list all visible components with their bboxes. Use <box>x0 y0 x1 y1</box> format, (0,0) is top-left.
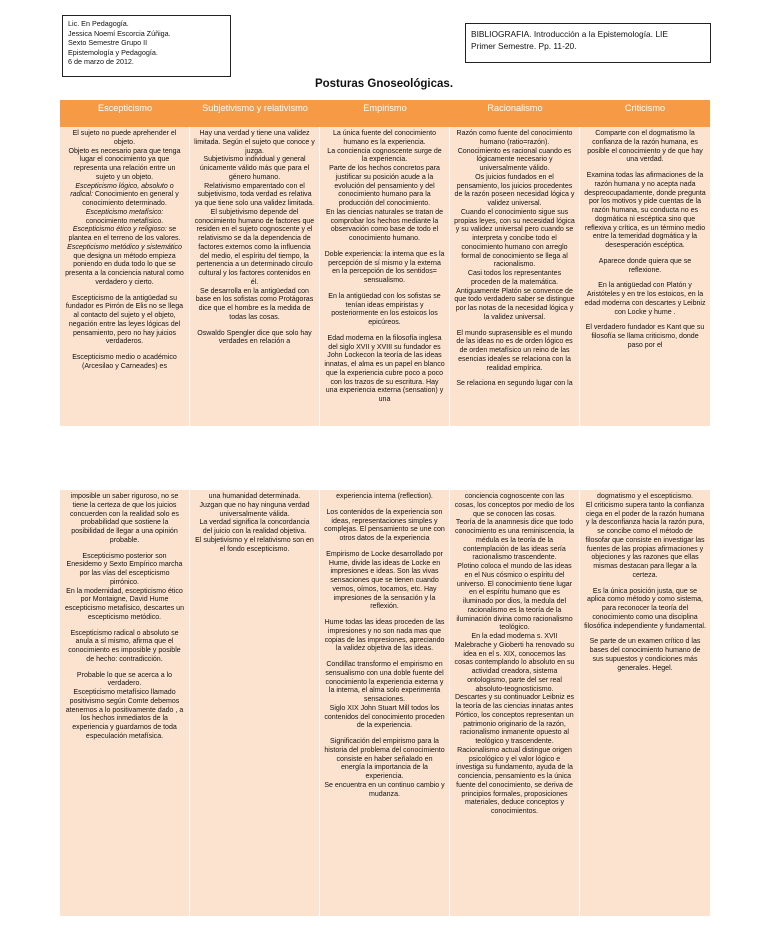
paragraph: Se parte de un examen crítico d las bases del conocimiento humano de sus supuestos y condiciones más generales. Hegel. <box>589 638 701 672</box>
paragraph: En la antigüedad con los sofistas se tenían ideas empiristas y posteriormente en los estoicos los epicúreos. <box>328 292 441 326</box>
paragraph: Se encuentra en un continuo cambio y mudanza. <box>324 781 445 798</box>
paragraph: El criticismo supera tanto la confianza ciega en el poder de la razón humana y la desconfianza hacia la razón pura, se concibe como el método de filosofar que consiste en investigar las fuentes de las propias afirmaciones y objeciones y las razones que ellas mismas destacan para llegar a la certeza. <box>585 501 705 579</box>
subjetivismo-cell-cont <box>190 490 320 916</box>
paragraph: La conciencia cognoscente surge de la experiencia. <box>327 147 442 164</box>
paragraph: Escepticismo medio o académico (Arcesilao y Carneades) es <box>72 354 177 370</box>
paragraph: Probable lo que se acerca a lo verdadero. <box>76 671 173 688</box>
criticismo-cell <box>580 127 710 426</box>
paragraph: Doble experiencia: la interna que es la percepción de sí mismo y la externa en la percepción de los sentidos= sensualismo. <box>324 250 445 284</box>
paragraph: Subjetivismo individual y general únicamente válido más que para el género humano. <box>199 156 310 181</box>
paragraph: Conocimiento es racional cuando es lógicamente necesario y universalmente válido. <box>457 147 572 172</box>
paragraph: Relativismo emparentado con el subjetivismo, toda verdad es relativa ya que tiene solo una validez limitada. <box>194 182 315 207</box>
paragraph: Escepticismo posterior son Enesidemo y Sexto Empírico marcha por las vías del escepticismo pirrónico. <box>66 552 183 586</box>
paragraph: Hay una verdad y tiene una validez limitada. Según el sujeto que conoce y juzga. <box>194 130 315 155</box>
paragraph <box>64 226 185 244</box>
paragraph <box>64 244 185 288</box>
paragraph: Teoría de la anamnesis dice que todo conocimiento es una reminiscencia, la médula es la teoría de la contemplación de las ideas sería racionalismo trascendente. <box>454 519 575 562</box>
paragraph: Edad moderna en la filosofía inglesa del siglo XVII y XVIII su fundador es John Lockecon la teoría de las ideas innatas, el alma es un papel en blanco que la experiencia cubre poco a poco con los trazos de su escritura. Hay una experiencia externa (sensation) y una <box>324 334 445 403</box>
paragraph: Es la única posición justa, que se aplica como método y como sistema, para reconocer la teoría del conocimiento como una disciplina filosófica independiente y fundamental. <box>584 587 706 630</box>
criticismo-cell-cont <box>580 490 710 916</box>
paragraph <box>64 209 185 227</box>
info-line: Lic. En Pedagogía. <box>68 19 129 28</box>
paragraph: Objeto es necesario para que tenga lugar el conocimiento ya que representa una relación entre un sujeto y un objeto. <box>68 147 181 181</box>
paragraph: El subjetivismo y el relativismo son en el fondo escepticismo. <box>195 536 314 553</box>
paragraph: Parte de los hechos concretos para justificar su posición acude a la evolución del pensamiento y del conocimiento humano para la producción del conocimiento. <box>329 165 440 207</box>
subjetivismo-cell <box>190 127 320 426</box>
paragraph: Descartes y su continuador Leibniz es la teoría de las ciencias innatas antes Pórtico, los conceptos representan un patrimonio originario de la razón, racionalismo inmanente opuesto al teológico y trascendente. <box>454 694 575 745</box>
info-line: 6 de marzo de 2012. <box>68 57 134 66</box>
text: que designa un método empieza poniendo en duda todo lo que se presenta a la conciencia natural como verdadero y cierto. <box>65 252 184 286</box>
info-line: Sexto Semestre Grupo II <box>68 38 148 47</box>
paragraph: imposible un saber riguroso, no se tiene la certeza de que los juicios concuerden con la realidad solo es probabilidad que sostiene la posibilidad de llegar a una opinión probable. <box>70 493 179 544</box>
paragraph: Razón como fuente del conocimiento humano (ratio=razón). <box>456 130 573 146</box>
paragraph: En la modernidad, escepticismo ético por Montaigne, David Hume escepticismo metafísico, descartes un escepticismo metódico. <box>64 587 185 621</box>
column-header-racionalismo: Racionalismo <box>450 100 580 127</box>
column-header-subjetivismo: Subjetivismo y relativismo <box>190 100 320 127</box>
column-header-escepticismo: Escepticismo <box>60 100 190 127</box>
paragraph: Plotino coloca el mundo de las ideas en el Nus cósmico o espíritu del universo. El conocimiento tiene lugar en el espíritu humano que es iluminado por dios, la medula del racionalismo es la teoría de la iluminación divina como racionalismo teológico. <box>456 563 573 632</box>
paragraph: El mundo suprasensible es el mundo de las ideas no es de orden lógico es de orden metafísico un reino de las esencias ideales se relaciona con la realidad empírica. <box>456 329 573 372</box>
paragraph: El subjetivismo depende del conocimiento humano de factores que residen en el sujeto cognoscente y el relativismo se da la dependencia de factores externos como la influencia del medio, el espíritu del tiempo, la pertenencia a un determinado círculo cultural y los factores contenidos en él. <box>194 208 315 286</box>
bibliography-box <box>465 23 711 63</box>
info-line: Jessica Noemí Escorcia Zúñiga. <box>68 28 171 38</box>
paragraph: Los contenidos de la experiencia son ideas, representaciones simples y complejas. El pensamiento se une con otros datos de la experiencia <box>324 508 445 542</box>
paragraph: Racionalismo actual distingue origen psicológico y el valor lógico e investiga su fundamento, ayuda de la conciencia, pensamiento es la única fuente del conocimiento, se deriva de principios formales, proposiciones materiales, deduce conceptos y conocimientos. <box>456 746 573 815</box>
paragraph: Os juicios fundados en el pensamiento, los juicios procedentes de la razón poseen necesidad lógica y validez universal. <box>454 173 575 207</box>
paragraph: Se desarrolla en la antigüedad con base en los sofistas como Protágoras dice que el hombre es la medida de todas las cosas. <box>195 287 314 321</box>
empirismo-cell-cont <box>320 490 450 916</box>
paragraph: En las ciencias naturales se tratan de comprobar los hechos mediante la observación como base de todo el conocimiento humano. <box>325 208 444 242</box>
paragraph: El verdadero fundador es Kant que su filosofía se llama criticismo, donde paso por el <box>585 324 705 349</box>
text: se plantea en el terreno de los valores. <box>68 226 181 242</box>
term: Escepticismo lógico, absoluto o radical: <box>70 182 174 199</box>
bibliography-line: BIBLIOGRAFIA. Introducción a la Epistemología. LIE <box>471 29 668 39</box>
paragraph: Oswaldo Spengler dice que solo hay verdades en relación a <box>197 329 312 346</box>
racionalismo-cell-cont <box>450 490 580 916</box>
paragraph: Antiguamente Platón se convence de que todo verdadero saber se distingue por las notas de la necesidad lógica y la validez universal. <box>454 287 575 321</box>
paragraph: Siglo XIX John Stuart Mill todos los contenidos del conocimiento proceden de la experiencia. <box>324 704 445 730</box>
escepticismo-cell-cont <box>60 490 190 916</box>
paragraph: Se relaciona en segundo lugar con la <box>456 380 573 388</box>
paragraph: Significación del empirismo para la historia del problema del conocimiento consiste en haber señalado en energía la importancia de la experiencia. <box>324 738 445 780</box>
racionalismo-cell <box>450 127 580 426</box>
term: Escepticismo metódico y sistemático <box>67 243 182 251</box>
paragraph: Hume todas las ideas proceden de las impresiones y no son nada mas que copias de las impresiones, apreciando la validez objetiva de las ideas. <box>324 619 445 653</box>
paragraph: conciencia cognoscente con las cosas, los conceptos por medio de los que se conocen las cosas. <box>454 493 575 518</box>
paragraph: Escepticismo de la antigüedad su fundador es Pirrón de Elis no se llega al contacto del sujeto y el objeto, negación entre las leyes lógicas del pensamiento, pero no hay juicios verdaderos. <box>65 294 184 346</box>
paragraph: En la antigüedad con Platón y Aristóteles y en tre los estoicos, en la edad moderna con descartes y Leibniz con Locke y hume . <box>584 282 706 316</box>
paragraph: La única fuente del conocimiento humano es la experiencia. <box>332 130 437 146</box>
paragraph: Escepticismo radical o absoluto se anula a sí mismo, afirma que el conocimiento es imposible y posible de hecho: contradicción. <box>68 629 181 663</box>
text: conocimiento metafísico. <box>85 217 164 225</box>
paragraph: El sujeto no puede aprehender el objeto. <box>72 130 177 146</box>
paragraph: una humanidad determinada. <box>208 493 301 500</box>
paragraph <box>64 183 185 209</box>
paragraph: Aparece donde quiera que se reflexione. <box>598 257 692 274</box>
positions-table-part-1 <box>60 100 710 426</box>
paragraph: En la edad moderna s. XVII Malebrache y Gioberti ha renovado su idea en el s. XIX, conocemos las cosas contemplando lo absoluto en su actividad creadora, sistema ontologismo, parte del ser real absoluto-teognosticismo. <box>454 633 575 693</box>
paragraph: Empirismo de Locke desarrollado por Hume, divide las ideas de Locke en impresiones e ideas. Son las vivas sensaciones que se tienen cuando vemos, oímos, tocamos, etc. Hay impresiones de la sensación y la reflexión. <box>326 550 443 611</box>
paragraph: dogmatismo y el escepticismo. <box>597 493 693 500</box>
paragraph: Juzgan que no hay ninguna verdad universalmente válida. <box>199 501 310 518</box>
paragraph: Examina todas las afirmaciones de la razón humana y no acepta nada despreocupadamente, donde pregunta por los motivos y pide cuentas de la razón humana, su conducta no es dogmática ni escéptica sino que reflexiva y crítica, es un término medio entre la temeridad dogmática y la desesperación escéptica. <box>584 172 706 249</box>
positions-table-part-2 <box>60 490 710 916</box>
empirismo-cell <box>320 127 450 426</box>
info-line: Epistemología y Pedagogía. <box>68 47 158 57</box>
term: Escepticismo ético y religioso: <box>72 226 167 234</box>
term: Escepticismo metafísico: <box>85 208 164 216</box>
paragraph: Casi todos los representantes proceden de la matemática. <box>467 270 562 286</box>
column-header-criticismo: Criticismo <box>580 100 710 127</box>
paragraph: experiencia interna (reflection). <box>336 493 433 500</box>
paragraph: Cuando el conocimiento sigue sus propias leyes, con su necesidad lógica y su validez universal pero cuando se interpreta y concibe todo el conocimiento humano con arreglo formal de conocimiento se llega al racionalismo. <box>454 208 575 269</box>
column-header-empirismo: Empirismo <box>320 100 450 127</box>
escepticismo-cell <box>60 127 190 426</box>
paragraph: Escepticismo metafísico llamado positivismo según Comte debemos atenernos a lo positivamente dado , a los hechos inmediatos de la experiencia y guardarnos de toda especulación metafísica. <box>65 689 184 740</box>
document-title: Posturas Gnoseológicas. <box>314 78 454 90</box>
bibliography-line: Primer Semestre. Pp. 11-20. <box>471 41 577 51</box>
paragraph: Condillac transformo el empirismo en sensualismo con una doble fuente del conocimiento la experiencia externa y la interna, el alma solo experimenta sensaciones. <box>325 661 444 703</box>
paragraph: Comparte con el dogmatismo la confianza de la razón humana, es posible el conocimiento y de que hay una verdad. <box>587 130 703 164</box>
paragraph: La verdad significa la concordancia del juicio con la realidad objetiva. <box>199 519 310 535</box>
author-info-box <box>62 15 231 77</box>
text: Conocimiento en general y conocimiento determinado. <box>82 191 179 207</box>
